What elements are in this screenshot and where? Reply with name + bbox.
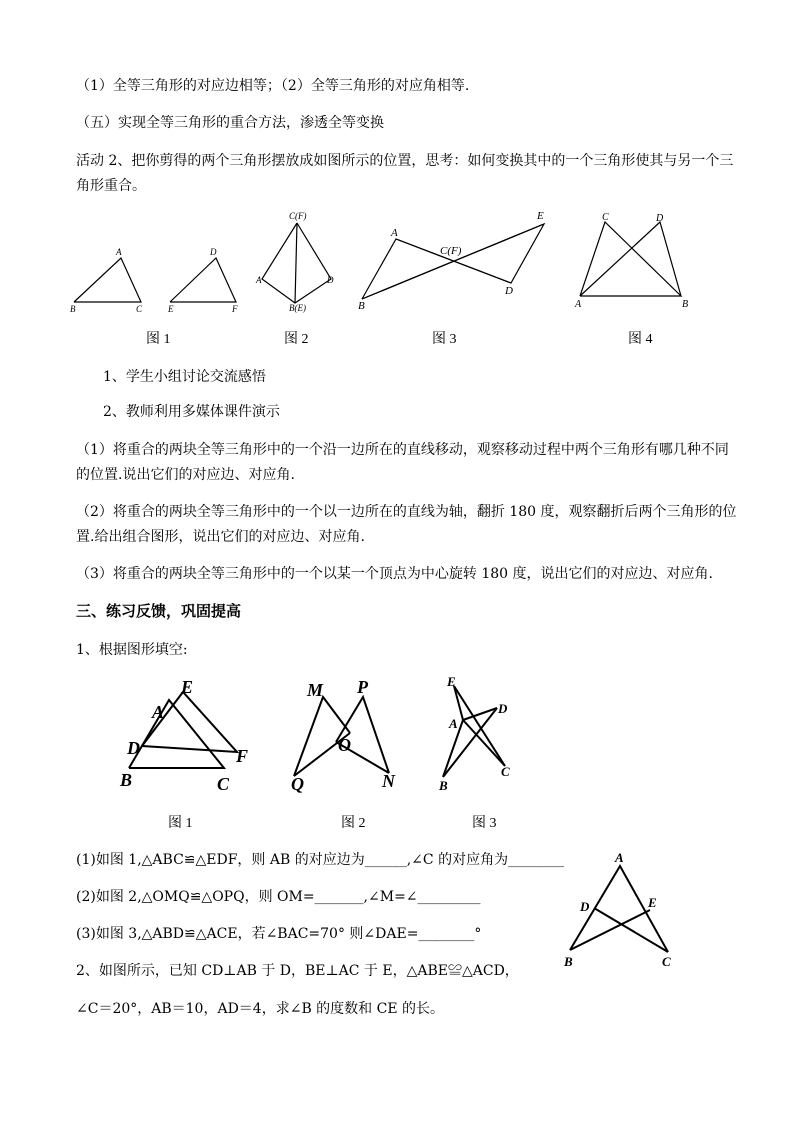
m2-label-m: M	[307, 680, 324, 700]
m1-label-d: D	[127, 738, 140, 758]
m3-label-b: B	[439, 778, 448, 793]
text-section-five: （五）实现全等三角形的重合方法，渗透全等变换	[76, 115, 384, 131]
rt-line-cd	[594, 908, 668, 952]
m3-label-a: A	[449, 716, 458, 731]
text-exercise2-line2: ∠C＝20°，AB＝10，AD＝4，求∠B 的度数和 CE 的长。	[76, 1001, 445, 1017]
rt-label-a: A	[615, 850, 624, 865]
m2-label-q: Q	[291, 774, 304, 794]
caption-top-fig2: 图 2	[284, 332, 309, 347]
text-fill1: (1)如图 1,△ABC≌△EDF，则 AB 的对应边为______,∠C 的对应角为________	[76, 852, 565, 868]
m1-label-e: E	[181, 677, 194, 697]
fig3-label-a: A	[391, 227, 398, 239]
text-q1-line2: 的位置.说出它们的对应边、对应角.	[76, 467, 295, 483]
text-q1-line1: （1）将重合的两块全等三角形中的一个沿一边所在的直线移动，观察移动过程中两个三角形有哪几种不同	[76, 442, 729, 458]
text-activity2-line2: 角形重合。	[76, 178, 146, 194]
fig1-label-b: B	[70, 304, 76, 314]
text-fill3: (3)如图 3,△ABD≌△ACE，若∠BAC=70° 则∠DAE=________°	[76, 926, 482, 942]
caption-top-fig1: 图 1	[146, 332, 171, 347]
fig4-label-c: C	[602, 212, 609, 223]
m2-label-n: N	[382, 771, 395, 791]
fig4-label-a: A	[575, 299, 582, 310]
caption-mid-fig2: 图 2	[341, 816, 366, 831]
m2-label-o: O	[338, 735, 351, 755]
fig2-label-a: A	[256, 275, 262, 285]
fig1-label-f: F	[232, 304, 238, 314]
caption-top-fig4: 图 4	[628, 332, 653, 347]
section-heading-3: 三、练习反馈，巩固提高	[76, 602, 242, 620]
text-fill2: (2)如图 2,△OMQ≌△OPQ，则 OM=_______,∠M=∠_________	[76, 889, 481, 905]
fig3-label-d: D	[505, 285, 513, 297]
caption-top-fig3: 图 3	[432, 332, 457, 347]
text-step1: 1、学生小组讨论交流感悟	[103, 369, 266, 385]
m1-label-a: A	[152, 702, 165, 722]
fig1-label-a: A	[116, 247, 122, 257]
rt-label-e: E	[648, 895, 657, 910]
text-q3: （3）将重合的两块全等三角形中的一个以某一个顶点为中心旋转 180 度，说出它们的对应边、对应角.	[76, 566, 713, 582]
m3-label-d: D	[498, 701, 508, 716]
caption-mid-fig3: 图 3	[472, 816, 497, 831]
fig1-label-c: C	[136, 304, 143, 314]
fig1-label-e: E	[168, 304, 174, 314]
fig3-label-cf: C(F)	[440, 245, 462, 257]
m1-label-f: F	[236, 746, 249, 766]
text-q2-line1: （2）将重合的两块全等三角形中的一个以一边所在的直线为轴，翻折 180 度，观察翻折后两个三角形的位	[76, 504, 737, 520]
text-property: （1）全等三角形的对应边相等；（2）全等三角形的对应角相等.	[76, 78, 470, 94]
fig2-label-be: B(E)	[289, 303, 306, 313]
rt-label-b: B	[564, 954, 573, 969]
text-activity2-line1: 活动 2、把你剪得的两个三角形摆放成如图所示的位置，思考：如何变换其中的一个三角形使其与另一个三	[76, 153, 734, 169]
fig3-label-b: B	[358, 300, 365, 312]
m2-label-p: P	[357, 677, 368, 697]
rt-label-c: C	[662, 954, 671, 969]
fig2-label-cf: C(F)	[289, 211, 307, 221]
rt-label-d: D	[580, 899, 590, 914]
text-exercise1: 1、根据图形填空:	[76, 642, 188, 658]
text-exercise2-line1: 2、如图所示，已知 CD⊥AB 于 D，BE⊥AC 于 E，△ABE≌△ACD，	[76, 963, 519, 979]
text-q2-line2: 置.给出组合图形，说出它们的对应边、对应角.	[76, 529, 365, 545]
fig1-label-d: D	[210, 247, 217, 257]
m1-label-b: B	[120, 770, 133, 790]
text-step2: 2、教师利用多媒体课件演示	[103, 404, 280, 420]
fig2-label-d: D	[327, 275, 334, 285]
fig4-label-b: B	[682, 299, 689, 310]
m3-label-e: E	[447, 674, 456, 689]
fig4-label-d: D	[656, 213, 664, 224]
m3-label-c: C	[501, 764, 510, 779]
m1-label-c: C	[217, 774, 230, 794]
caption-mid-fig1: 图 1	[168, 816, 193, 831]
fig3-label-e: E	[537, 210, 544, 222]
